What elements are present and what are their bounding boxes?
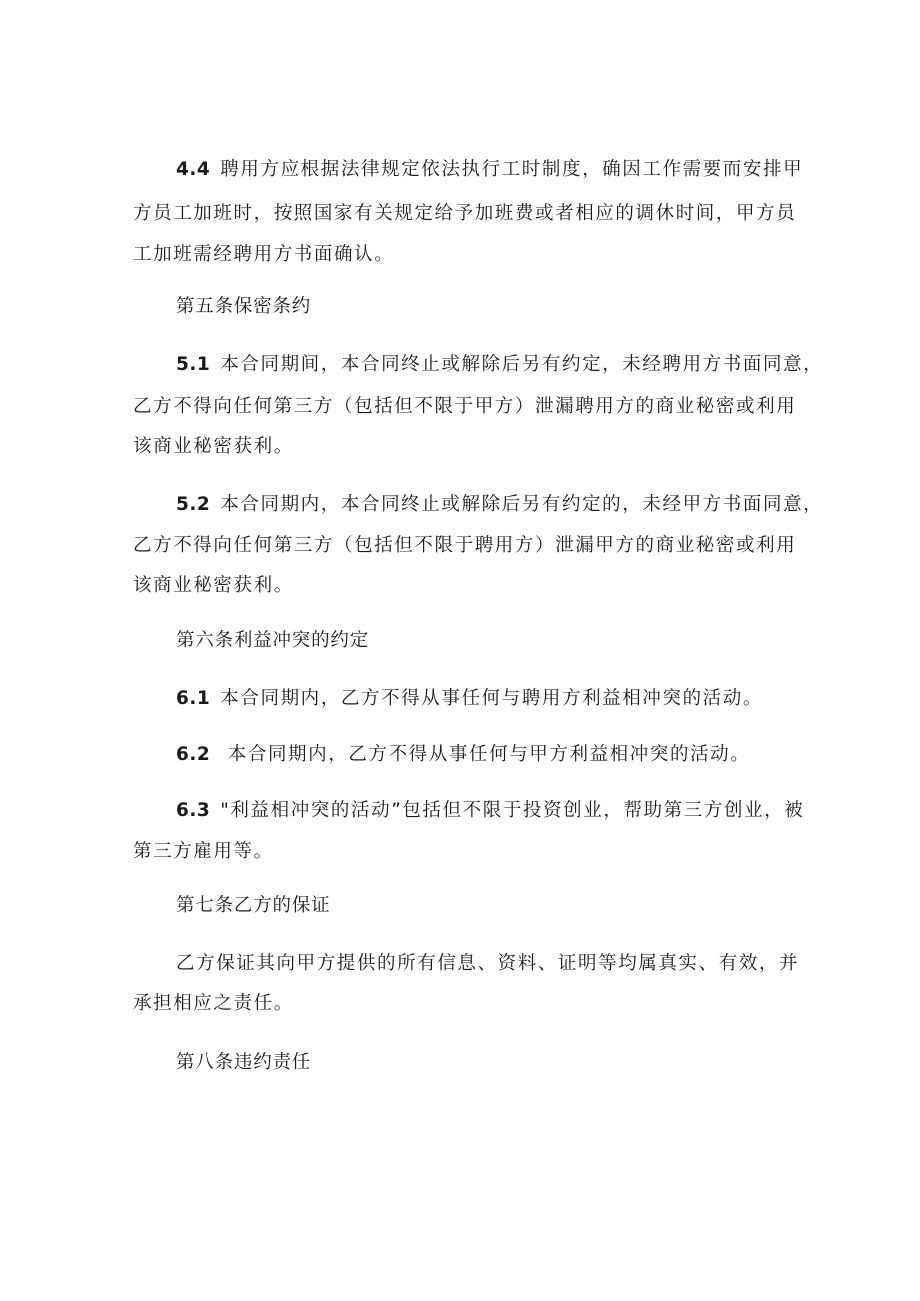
- clause-5-1-line-2: 乙方不得向任何第三方（包括但不限于甲方）泄漏聘用方的商业秘密或利用: [133, 396, 797, 417]
- clause-4-4-line-3: 工加班需经聘用方书面确认。: [133, 244, 395, 265]
- clause-number: 6.2: [176, 744, 211, 765]
- clause-text: 聘用方应根据法律规定依法执行工时制度，确因工作需要而安排甲: [220, 159, 804, 180]
- clause-5-1-line-1: [176, 352, 824, 378]
- clause-6-2-line-1: [176, 742, 793, 768]
- article-7-line-2: 承担相应之责任。: [133, 993, 294, 1014]
- article-5-heading: 第五条保密条约: [176, 296, 312, 317]
- clause-6-3-line-2: 第三方雇用等。: [133, 841, 274, 862]
- clause-6-1-line-1: [176, 686, 793, 712]
- clause-number: 5.1: [176, 354, 211, 375]
- clause-5-2-line-3: 该商业秘密获利。: [133, 575, 294, 596]
- clause-5-2-line-2: 乙方不得向任何第三方（包括但不限于聘用方）泄漏甲方的商业秘密或利用: [133, 535, 797, 556]
- article-7-heading: 第七条乙方的保证: [176, 895, 331, 916]
- clause-number: 6.3: [176, 800, 211, 821]
- clause-number: 4.4: [176, 159, 211, 180]
- clause-text: 本合同期间，本合同终止或解除后另有约定，未经聘用方书面同意，: [220, 354, 824, 375]
- clause-6-3-line-1: [176, 798, 805, 824]
- clause-text: 本合同期内，乙方不得从事任何与甲方利益相冲突的活动。: [220, 744, 751, 765]
- clause-number: 5.2: [176, 494, 211, 515]
- clause-4-4-line-2: 方员工加班时，按照国家有关规定给予加班费或者相应的调休时间，甲方员: [133, 203, 797, 224]
- clause-text: 本合同期内，本合同终止或解除后另有约定的，未经甲方书面同意，: [220, 494, 824, 515]
- article-8-heading: 第八条违约责任: [176, 1052, 312, 1073]
- clause-5-1-line-3: 该商业秘密获利。: [133, 436, 294, 457]
- clause-5-2-line-1: [176, 492, 824, 518]
- article-7-line-1: 乙方保证其向甲方提供的所有信息、资料、证明等均属真实、有效，并: [176, 953, 800, 974]
- clause-number: 6.1: [176, 688, 211, 709]
- clause-text: "利益相冲突的活动”包括但不限于投资创业，帮助第三方创业，被: [220, 800, 805, 821]
- clause-4-4-line-1: [176, 157, 804, 183]
- article-6-heading: 第六条利益冲突的约定: [176, 630, 370, 651]
- clause-text: 本合同期内，乙方不得从事任何与聘用方利益相冲突的活动。: [220, 688, 763, 709]
